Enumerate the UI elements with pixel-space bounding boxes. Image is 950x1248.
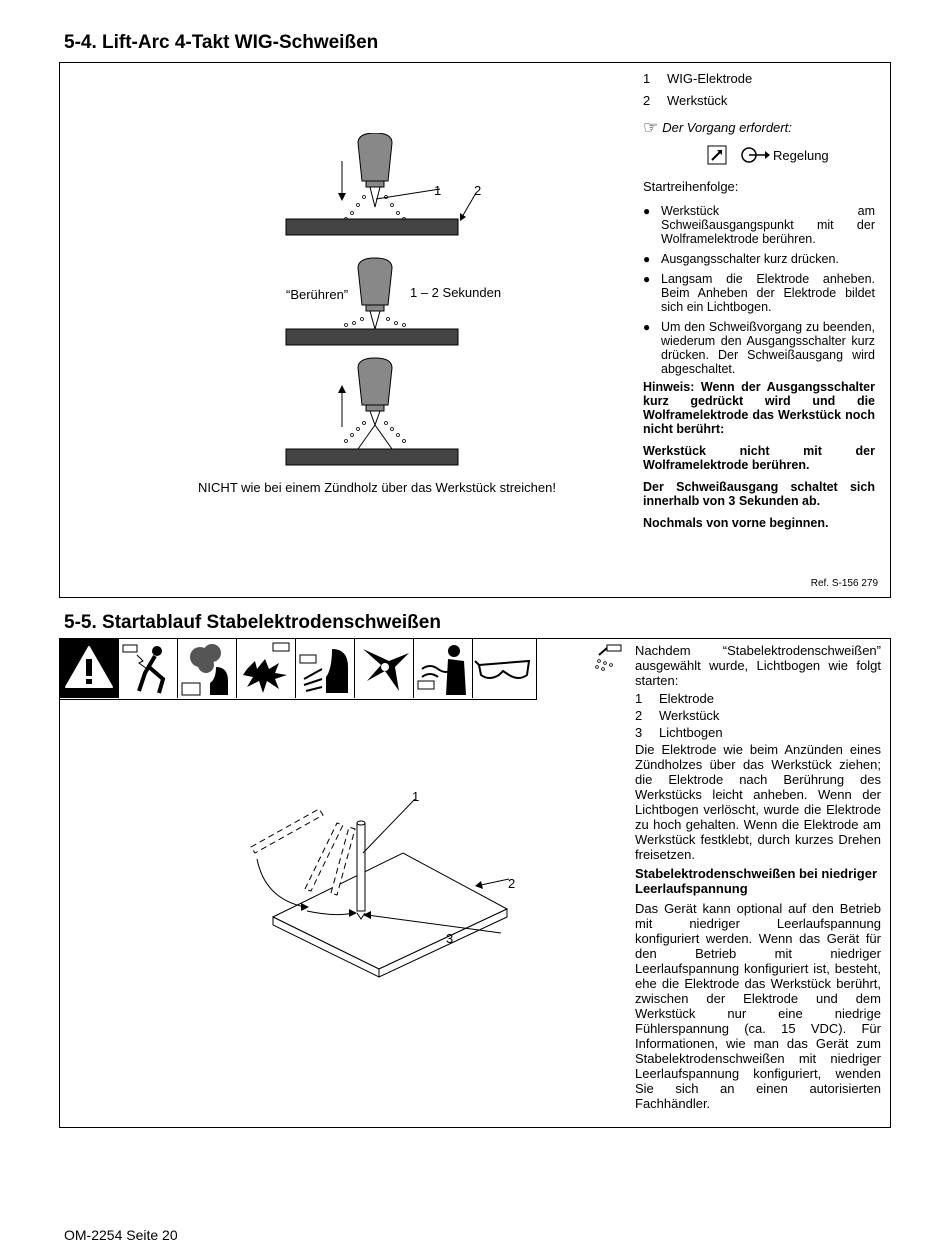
note-text: Werkstück nicht mit der Wolframelektrode berühren. [643,444,875,472]
page-footer: OM-2254 Seite 20 [64,1227,178,1243]
reference-number: Ref. S-156 279 [810,578,878,589]
requires-row: ☞ Der Vorgang erfordert: [643,118,792,137]
safety-icon-strip [60,639,537,700]
paragraph-text: Die Elektrode wie beim Anzünden eines Zündholzes über das Werkstück ziehen; die Elektrode nach Berührung des Werkstücks leicht anheben. Wenn der Lichtbogen verlöscht, wurde die Elektrode zu hoch gehalten. Wenn die Elektrode am Werkstück festklebt, durch kurzes Drehen freisetzen. [635,742,881,862]
legend-item: 2 Werkstück [643,93,728,108]
section-5-4-box [59,62,891,598]
callout-3: 3 [446,931,454,946]
pointing-hand-icon: ☞ [643,118,659,137]
safety-glasses-icon [473,639,536,698]
hot-parts-icon [414,639,473,698]
subheading: Stabelektrodenschweißen bei niedriger Leerlaufspannung [635,866,878,896]
tig-illustration [280,133,540,483]
tig-frame-touch-down [286,133,476,235]
bullet-item: ● Langsam die Elektrode anheben. Beim Anheben der Elektrode bildet sich ein Lichtbogen. [643,272,875,314]
callout-2: 2 [474,183,482,198]
electric-shock-icon [119,639,178,698]
section-heading-5-5: 5-5. Startablauf Stabelektrodenschweißen [64,612,441,633]
bullet-item: ● Ausgangsschalter kurz drücken. [643,252,875,266]
note-text: Hinweis: Wenn der Ausgangsschalter kurz gedrückt wird und die Wolframelektrode das Werkstück noch nicht berührt: [643,380,875,436]
legend-item: 1 WIG-Elektrode [643,71,753,86]
bullet-item: ● Werkstück am Schweißausgangspunkt mit der Wolframelektrode berühren. [643,204,875,246]
stick-text-column [635,643,881,1111]
legend-item: 2 Werkstück [635,708,720,723]
section-heading-5-4: 5-4. Lift-Arc 4-Takt WIG-Schweißen [64,32,379,53]
callout-1: 1 [412,789,420,804]
remote-switch-icon [707,145,727,165]
intro-text: Nachdem “Stabelektrodenschweißen” ausgewählt wurde, Lichtbogen wie folgt starten: [635,643,881,688]
caption: NICHT wie bei einem Zündholz über das Werkstück streichen! [198,480,556,495]
bullet-item: ● Um den Schweißvorgang zu beenden, wiederum den Ausgangsschalter kurz drücken. Der Schweißausgang wird abgeschaltet. [643,320,875,376]
note-text: Der Schweißausgang schaltet sich innerhalb von 3 Sekunden ab. [643,480,875,508]
note-text: Nochmals von vorne beginnen. [643,516,829,530]
fumes-icon [178,639,237,698]
section-5-5-box [59,638,891,1128]
legend-item: 3 Lichtbogen [635,725,723,740]
tig-text-column: 1 WIG-Elektrode 2 Werkstück ☞ Der Vorgang erfordert: Regelung Startreihenfolge: ● Werkstück am Schweißausgangspunkt mit der Wolframelektrode berühren. ● Ausgangsschalter kurz drücken. ● Langsam die Elektrode anheben. Beim Anheben der Elektrode bildet sich ein Lichtbogen. ● Um den Schweißvorgang zu beenden, wiederum den Ausgangsschalter kurz drücken. Der Schweißausgang wird abgeschaltet. Hinweis: Wenn der Ausgangsschalter kurz gedrückt wird und die Wolframelektrode das Werkstück noch nicht berührt: Werkstück nicht mit der Wolframelektrode berühren. Der Schweißausgang schaltet sich innerhalb von 3 Sekunden ab. Nochmals von vorne beginnen. [643,71,875,530]
legend-item: 1 Elektrode [635,691,714,706]
callout-1: 1 [434,183,442,198]
stick-illustration [245,799,545,979]
regelung-row: Regelung [707,145,875,165]
paragraph-text: Das Gerät kann optional auf den Betrieb mit niedriger Leerlaufspannung konfiguriert werden. Wenn das Gerät für den Betrieb mit niedriger Leerlaufspannung konfiguriert ist, besteht, ehe die Elektrode das Werkstück berührt, zwischen der Elektrode und dem Werkstück nur eine niedrige Fühlerspannung (ca. 15 VDC). Für Informationen, wie man das Gerät zum Stabelektrodenschweißen mit niedriger Leerlaufspannung konfiguriert, wenden Sie sich an einen autorisierten Fachhändler. [635,901,881,1111]
warning-icon [60,639,119,698]
callout-2: 2 [508,876,516,891]
output-control-icon [739,145,773,165]
touch-label: “Berühren” [286,287,349,302]
tig-frame-lift [286,358,458,465]
flying-metal-icon [355,639,414,698]
time-label: 1 – 2 Sekunden [410,285,502,300]
fire-explosion-icon [237,639,296,698]
arc-rays-icon [296,639,355,698]
stick-welding-icon [593,643,623,673]
